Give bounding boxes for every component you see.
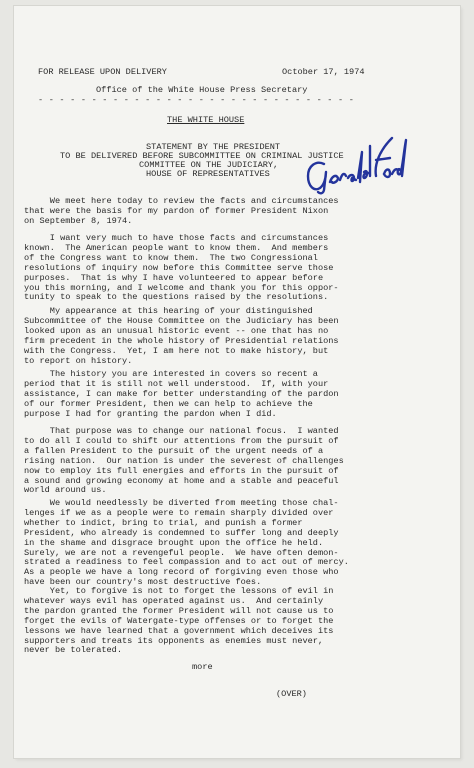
- paragraph-line: you this morning, and I welcome and thank you for this oppor-: [24, 282, 339, 293]
- paragraph-line: My appearance at this hearing of your distinguished: [24, 306, 313, 316]
- title-line-1: STATEMENT BY THE PRESIDENT: [146, 142, 281, 152]
- white-house-heading: THE WHITE HOUSE: [167, 115, 245, 125]
- paragraph-line: Surely, we are not a revengeful people. We have often demon-: [24, 547, 339, 558]
- more-marker: more: [192, 662, 213, 672]
- paragraph-line: that were the basis for my pardon of former President Nixon: [24, 205, 329, 216]
- paragraph-line: on September 8, 1974.: [24, 215, 133, 226]
- paragraph-line: We would needlessly be diverted from meeting those chal-: [24, 498, 339, 508]
- paragraph-line: lessons we have learned that a government which deceives its: [24, 625, 334, 636]
- paragraph-line: President, who already is condemned to suffer long and deeply: [24, 527, 339, 538]
- paragraph-line: I want very much to have those facts and circumstances: [24, 233, 329, 243]
- paragraph-line: purposes. That is why I have volunteered to appear before: [24, 272, 324, 283]
- paragraph-line: with the Congress. Yet, I am here not to make history, but: [24, 345, 329, 356]
- paragraph-line: supporters and treats its opponents as enemies must never,: [24, 635, 324, 646]
- paragraph-line: That purpose was to change our national focus. I wanted: [24, 426, 339, 436]
- paragraph-line: purpose I had for granting the pardon when I did.: [24, 408, 277, 419]
- paragraph-line: whatever ways evil has operated against us. And certainly: [24, 595, 324, 606]
- title-line-2: TO BE DELIVERED BEFORE SUBCOMMITTEE ON CRIMINAL JUSTICE: [60, 151, 344, 161]
- paragraph-line: lenges if we as a people were to remain sharply divided over: [24, 507, 334, 518]
- paragraph-line: The history you are interested in covers so recent a: [24, 369, 318, 379]
- paragraph-line: of our former President, then we can help to achieve the: [24, 398, 313, 409]
- paragraph-line: firm precedent in the whole history of Presidential relations: [24, 335, 339, 346]
- paragraph-line: As a people we have a long record of forgiving even those who: [24, 567, 339, 578]
- paragraph-line: whether to indict, bring to trial, and punish a former: [24, 517, 303, 528]
- paragraph-3: [24, 307, 444, 366]
- paragraph-line: strated a readiness to feel compassion and to act out of mercy.: [24, 557, 349, 568]
- paragraph-line: known. The American people want to know them. And members: [24, 242, 329, 253]
- paragraph-line: never be tolerated.: [24, 645, 122, 656]
- paragraph-5: [24, 427, 444, 496]
- paragraph-line: the pardon granted the former President will not cause us to: [24, 605, 334, 616]
- paragraph-line: tunity to speak to the questions raised by the resolutions.: [24, 292, 329, 303]
- paragraph-line: Yet, to forgive is not to forget the lessons of evil in: [24, 586, 334, 596]
- paragraph-6: [24, 499, 444, 588]
- president-signature: [296, 130, 408, 200]
- paragraph-line: assistance, I can make for better understanding of the pardon: [24, 388, 339, 399]
- paragraph-7: [24, 587, 444, 656]
- release-line: FOR RELEASE UPON DELIVERY: [38, 67, 167, 77]
- paragraph-4: [24, 370, 444, 420]
- paragraph-line: to report on history.: [24, 355, 133, 366]
- paragraph-line: world around us.: [24, 485, 107, 496]
- over-marker: (OVER): [276, 689, 307, 699]
- title-line-4: HOUSE OF REPRESENTATIVES: [146, 169, 270, 179]
- paragraph-line: looked upon as an unusual historic event -- one that has no: [24, 325, 329, 336]
- paragraph-line: forget the evils of Watergate-type offenses or to forget the: [24, 615, 334, 626]
- separator-dashes: - - - - - - - - - - - - - - - - - - - - - - - - - - - - - -: [38, 95, 355, 105]
- paragraph-line: resolutions of inquiry now before this Committee serve those: [24, 262, 334, 273]
- paragraph-line: rising nation. Our nation is under the severest of challenges: [24, 455, 344, 466]
- title-line-3: COMMITTEE ON THE JUDICIARY,: [139, 160, 279, 170]
- paragraph-1: [24, 197, 444, 227]
- paragraph-2: [24, 234, 444, 303]
- press-office: Office of the White House Press Secretary: [96, 85, 308, 95]
- paragraph-line: to do all I could to shift our attentions from the pursuit of: [24, 435, 339, 446]
- paragraph-line: a fallen President to the pursuit of the urgent needs of a: [24, 445, 324, 456]
- paragraph-line: Subcommittee of the House Committee on the Judiciary has been: [24, 315, 339, 326]
- paragraph-line: of the Congress want to know them. The two Congressional: [24, 252, 318, 263]
- paragraph-line: now to employ its full energies and efforts in the pursuit of: [24, 465, 339, 476]
- paragraph-line: have been our country's most destructive foes.: [24, 577, 262, 588]
- paragraph-line: a sound and growing economy at home and a stable and peaceful: [24, 475, 339, 486]
- paragraph-line: We meet here today to review the facts and circumstances: [24, 196, 339, 206]
- paragraph-line: period that it is still not well understood. If, with your: [24, 378, 329, 389]
- release-date: October 17, 1974: [282, 67, 365, 77]
- paragraph-line: in the shame and disgrace brought upon the office he held.: [24, 537, 324, 548]
